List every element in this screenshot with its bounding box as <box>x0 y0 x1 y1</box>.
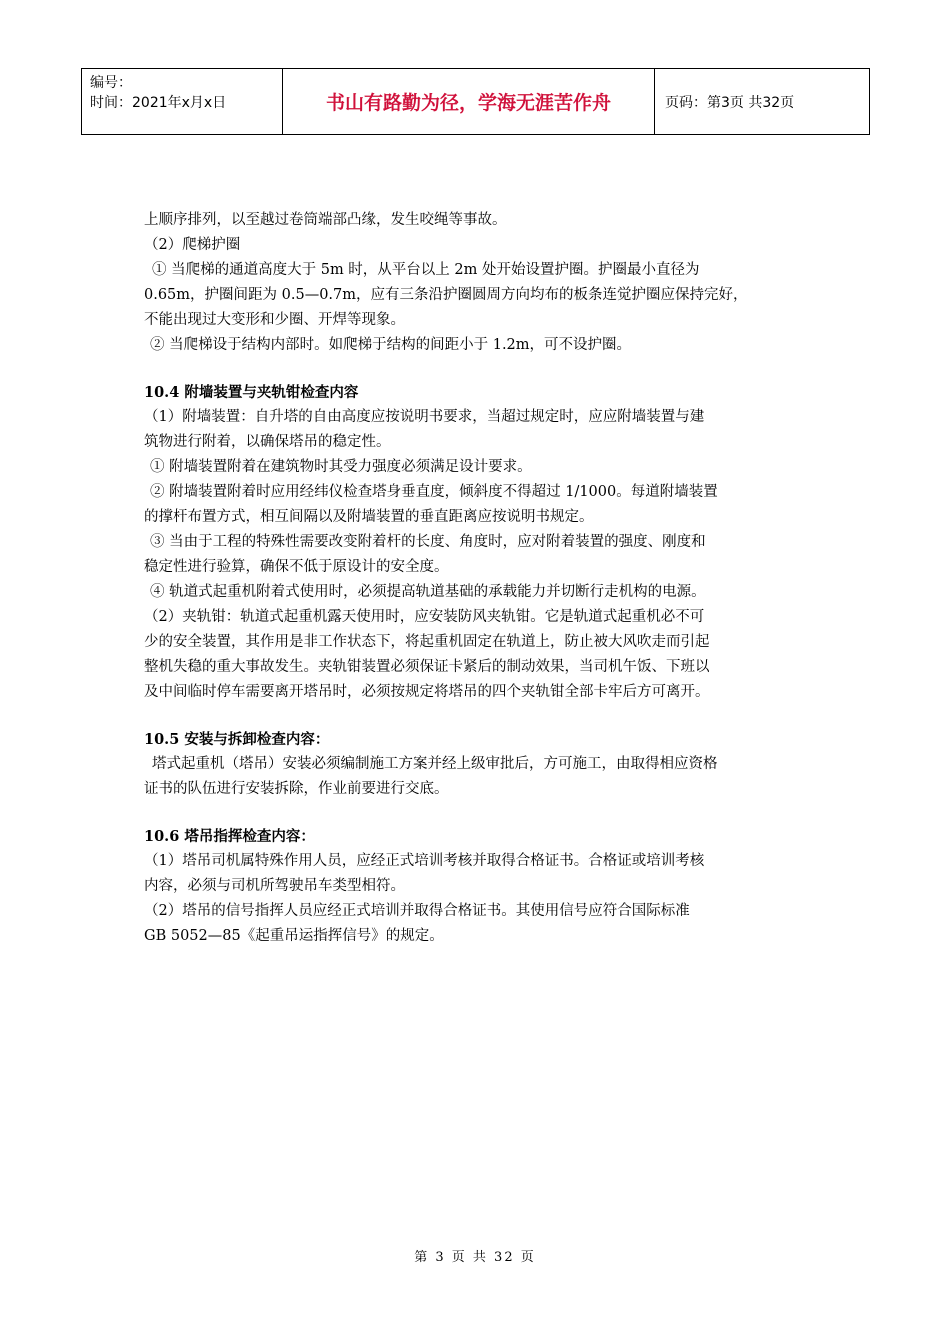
document-body <box>144 208 812 949</box>
paragraph-line: 0.65m，护圈间距为 0.5—0.7m，应有三条沿护圈圆周方向均布的板条连觉护圈应保持完好， <box>144 287 748 303</box>
paragraph-line: 少的安全装置，其作用是非工作状态下，将起重机固定在轨道上，防止被大风吹走而引起 <box>144 634 710 650</box>
paragraph-line: 不能出现过大变形和少圈、开焊等现象。 <box>144 312 405 328</box>
paragraph-line: 筑物进行附着，以确保塔吊的稳定性。 <box>144 434 391 450</box>
header-table <box>81 68 870 135</box>
paragraph-line: 稳定性进行验算，确保不低于原设计的安全度。 <box>144 559 449 575</box>
header-page-info: 页码：第3页 共32页 <box>665 94 795 111</box>
paragraph-line: （1）塔吊司机属特殊作用人员，应经正式培训考核并取得合格证书。合格证或培训考核 <box>144 853 705 869</box>
header-meta-cell <box>82 69 283 134</box>
paragraph-line: GB 5052—85《起重吊运指挥信号》的规定。 <box>144 928 444 944</box>
paragraph-line: 塔式起重机（塔吊）安装必须编制施工方案并经上级审批后，方可施工，由取得相应资格 <box>152 756 718 772</box>
paragraph-line: ① 当爬梯的通道高度大于 5m 时，从平台以上 2m 处开始设置护圈。护圈最小直径为 <box>152 262 700 278</box>
document-number-label: 编号： <box>90 75 132 91</box>
paragraph-line: （2）塔吊的信号指挥人员应经正式培训并取得合格证书。其使用信号应符合国际标准 <box>144 903 690 919</box>
paragraph-line: （2）夹轨钳：轨道式起重机露天使用时，应安装防风夹轨钳。它是轨道式起重机必不可 <box>144 609 705 625</box>
header-motto: 书山有路勤为径，学海无涯苦作舟 <box>283 69 655 134</box>
paragraph-line: 证书的队伍进行安装拆除，作业前要进行交底。 <box>144 781 449 797</box>
paragraph-line: ② 当爬梯设于结构内部时。如爬梯于结构的间距小于 1.2m，可不设护圈。 <box>150 337 632 353</box>
page-footer: 第 3 页 共 32 页 <box>414 1250 536 1265</box>
section-heading: 10.4 附墙装置与夹轨钳检查内容 <box>144 384 359 401</box>
section-heading: 10.5 安装与拆卸检查内容： <box>144 731 330 748</box>
paragraph-line: ① 附墙装置附着在建筑物时其受力强度必须满足设计要求。 <box>150 459 532 475</box>
paragraph-line: （1）附墙装置：自升塔的自由高度应按说明书要求，当超过规定时，应应附墙装置与建 <box>144 409 705 425</box>
paragraph-line: ② 附墙装置附着时应用经纬仪检查塔身垂直度，倾斜度不得超过 1/1000。每道附墙装置 <box>150 484 718 500</box>
paragraph-line: ③ 当由于工程的特殊性需要改变附着杆的长度、角度时，应对附着装置的强度、刚度和 <box>150 534 706 550</box>
paragraph-line: 的撑杆布置方式，相互间隔以及附墙装置的垂直距离应按说明书规定。 <box>144 509 594 525</box>
section-heading: 10.6 塔吊指挥检查内容： <box>144 828 315 845</box>
paragraph-line: 及中间临时停车需要离开塔吊时，必须按规定将塔吊的四个夹轨钳全部卡牢后方可离开。 <box>144 684 710 700</box>
paragraph-line: 整机失稳的重大事故发生。夹轨钳装置必须保证卡紧后的制动效果，当司机午饭、下班以 <box>144 659 710 675</box>
paragraph-line: ④ 轨道式起重机附着式使用时，必须提高轨道基础的承载能力并切断行走机构的电源。 <box>150 584 706 600</box>
paragraph-line: 上顺序排列，以至越过卷筒端部凸缘，发生咬绳等事故。 <box>144 212 507 228</box>
paragraph-line: 内容，必须与司机所驾驶吊车类型相符。 <box>144 878 405 894</box>
document-date: 时间：2021年x月x日 <box>90 95 227 111</box>
paragraph-line: （2）爬梯护圈 <box>144 237 241 253</box>
